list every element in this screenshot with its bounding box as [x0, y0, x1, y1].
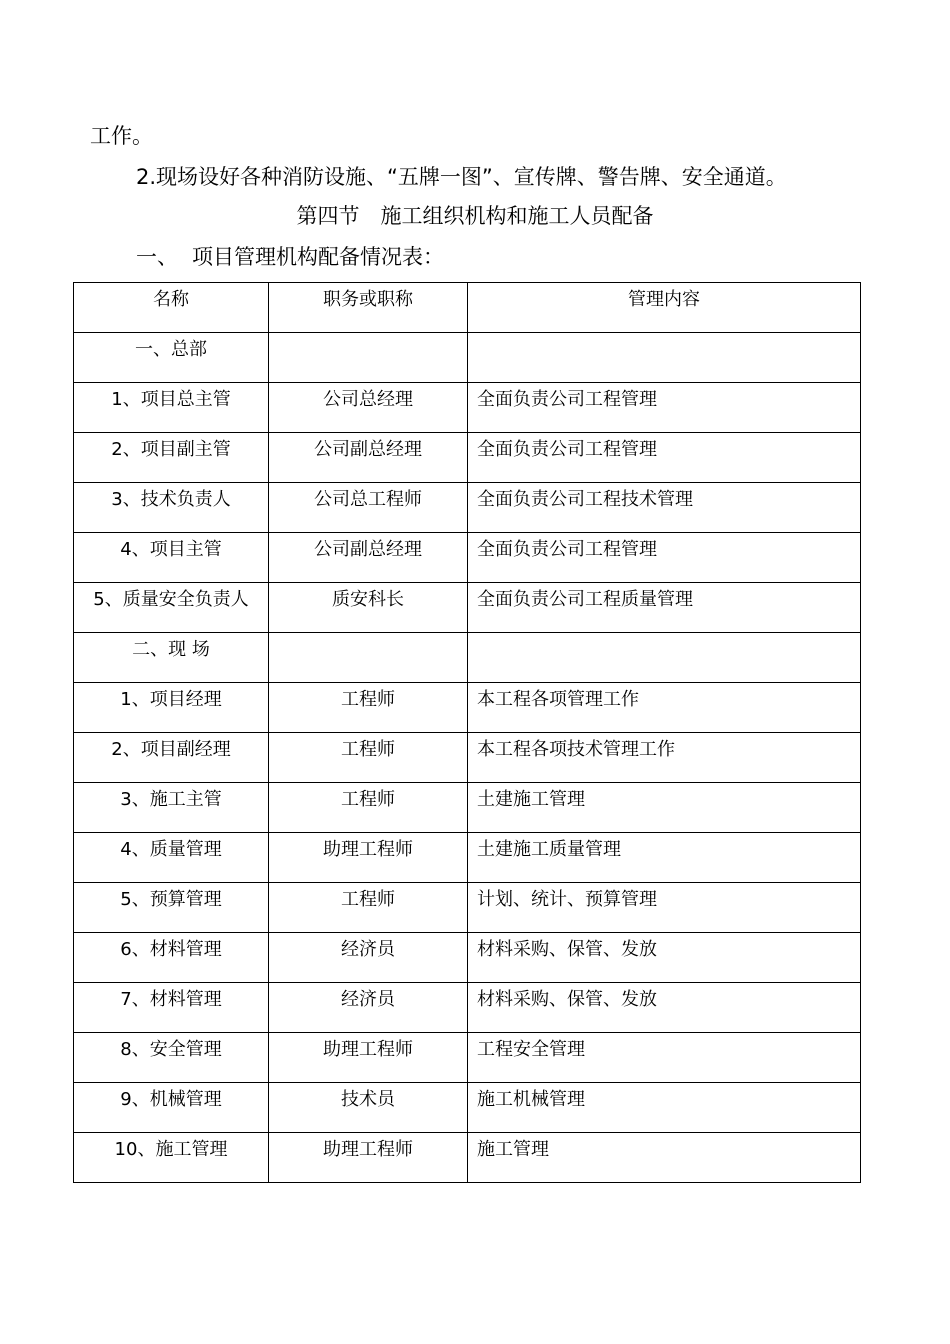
- cell-position: 工程师: [269, 783, 468, 833]
- table-row: [74, 933, 861, 983]
- cell-name: 3、技术负责人: [74, 483, 269, 533]
- cell-duties: 计划、统计、预算管理: [468, 883, 861, 933]
- table-row: [74, 883, 861, 933]
- table-row: [74, 483, 861, 533]
- cell-name: 5、预算管理: [74, 883, 269, 933]
- cell-position: 工程师: [269, 733, 468, 783]
- caption-number: 一、: [136, 245, 178, 269]
- cell-duties: 材料采购、保管、发放: [468, 933, 861, 983]
- management-staff-table: [73, 282, 861, 1183]
- table-row: [74, 733, 861, 783]
- table-row: [74, 1083, 861, 1133]
- cell-duties: [468, 333, 861, 383]
- cell-position: 助理工程师: [269, 833, 468, 883]
- cell-position: 技术员: [269, 1083, 468, 1133]
- cell-duties: 全面负责公司工程管理: [468, 533, 861, 583]
- header-duties: 管理内容: [468, 283, 861, 333]
- paragraph-fire-safety: 2.现场设好各种消防设施、“五牌一图”、宣传牌、警告牌、安全通道。: [136, 165, 787, 189]
- table-row: [74, 333, 861, 383]
- header-position: 职务或职称: [269, 283, 468, 333]
- cell-duties: 本工程各项管理工作: [468, 683, 861, 733]
- cell-duties: 本工程各项技术管理工作: [468, 733, 861, 783]
- cell-duties: 工程安全管理: [468, 1033, 861, 1083]
- cell-name: 2、项目副经理: [74, 733, 269, 783]
- cell-name: 5、质量安全负责人: [74, 583, 269, 633]
- cell-name: 4、质量管理: [74, 833, 269, 883]
- cell-position: 助理工程师: [269, 1033, 468, 1083]
- table-row: [74, 633, 861, 683]
- cell-duties: 全面负责公司工程管理: [468, 433, 861, 483]
- cell-name: 10、施工管理: [74, 1133, 269, 1183]
- table-row: [74, 433, 861, 483]
- cell-position: 质安科长: [269, 583, 468, 633]
- cell-position: 公司总经理: [269, 383, 468, 433]
- table-row: [74, 783, 861, 833]
- cell-name: 1、项目经理: [74, 683, 269, 733]
- cell-name: 9、机械管理: [74, 1083, 269, 1133]
- cell-position: 工程师: [269, 883, 468, 933]
- table-row: [74, 983, 861, 1033]
- table-header-row: [74, 283, 861, 333]
- cell-name: 4、项目主管: [74, 533, 269, 583]
- cell-position: 公司总工程师: [269, 483, 468, 533]
- cell-name: 一、总部: [74, 333, 269, 383]
- table-row: [74, 1133, 861, 1183]
- cell-duties: 土建施工管理: [468, 783, 861, 833]
- cell-name: 6、材料管理: [74, 933, 269, 983]
- table-row: [74, 833, 861, 883]
- cell-position: [269, 633, 468, 683]
- header-name: 名称: [74, 283, 269, 333]
- cell-position: 经济员: [269, 933, 468, 983]
- cell-duties: 施工机械管理: [468, 1083, 861, 1133]
- paragraph-continuation: 工作。: [90, 124, 153, 148]
- cell-position: 经济员: [269, 983, 468, 1033]
- cell-duties: 材料采购、保管、发放: [468, 983, 861, 1033]
- cell-name: 8、安全管理: [74, 1033, 269, 1083]
- cell-name: 7、材料管理: [74, 983, 269, 1033]
- table-row: [74, 583, 861, 633]
- cell-duties: 全面负责公司工程技术管理: [468, 483, 861, 533]
- section-heading: 第四节 施工组织机构和施工人员配备: [296, 204, 654, 228]
- table-caption: [136, 243, 444, 271]
- cell-duties: 施工管理: [468, 1133, 861, 1183]
- cell-name: 2、项目副主管: [74, 433, 269, 483]
- cell-position: 公司副总经理: [269, 433, 468, 483]
- cell-duties: [468, 633, 861, 683]
- table-row: [74, 533, 861, 583]
- cell-name: 二、现 场: [74, 633, 269, 683]
- table-row: [74, 683, 861, 733]
- cell-duties: 全面负责公司工程管理: [468, 383, 861, 433]
- table-row: [74, 1033, 861, 1083]
- cell-position: 工程师: [269, 683, 468, 733]
- caption-text: 项目管理机构配备情况表：: [192, 245, 444, 269]
- cell-duties: 全面负责公司工程质量管理: [468, 583, 861, 633]
- table-row: [74, 383, 861, 433]
- cell-name: 3、施工主管: [74, 783, 269, 833]
- cell-position: 公司副总经理: [269, 533, 468, 583]
- cell-duties: 土建施工质量管理: [468, 833, 861, 883]
- cell-position: [269, 333, 468, 383]
- cell-name: 1、项目总主管: [74, 383, 269, 433]
- cell-position: 助理工程师: [269, 1133, 468, 1183]
